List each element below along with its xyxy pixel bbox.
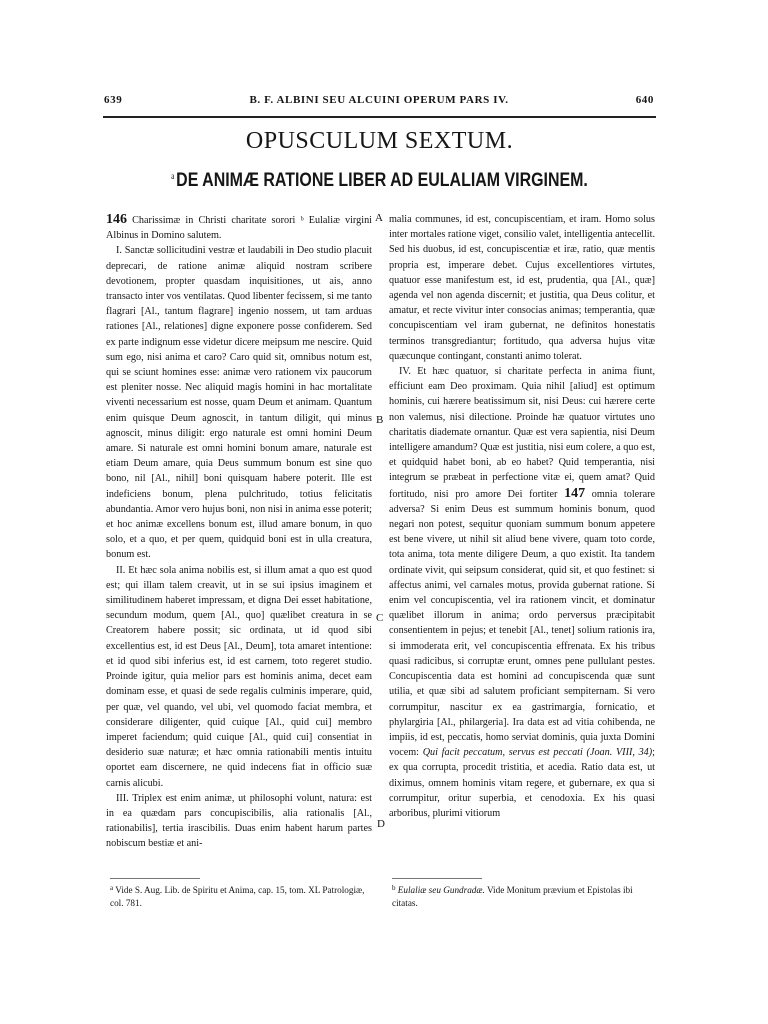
column-marker-b: B [376,414,384,426]
title-note-mark: a [171,171,175,181]
page-number-right: 640 [635,94,654,106]
footnote-rule-left [110,878,200,879]
footnote-a-mark: a [110,884,114,892]
salutation-paragraph [106,212,372,243]
section-2-paragraph: II. Et hæc sola anima nobilis est, si illum amat a quo est quod est; qui illam talem creavit, ut in se sui ipsius imaginem et similitudinem haberet impressam, et digna Dei esset habitatione, secundum modum, quem [Al., quo] quælibet creatura in se Creatorem habere possit; sic ordinata, ut id quod sibi excellentius est, id est Deus [Al., Deum], tota amaret intentione: et id quod sibi inferius est, id est carnem, toto regeret studio. Proinde igitur, quia melior pars est hominis anima, decet eam dominam esse, et quasi de sede regalis culminis imperare, quid, per quæ, vel quando, vel ubi, vel quomodo faciat membra, et considerare diligenter, quid cuique [Al., quid cui] membro imperet faciendum; quid cuique [Al., quid cui] consentiat in desiderio suæ naturæ; et hæc omnia rationabili mentis intuitu oportet eam discernere, ne quid indecens fiat in officio suæ carnis alicubi. [106,564,372,789]
footnote-b-text: Vide Monitum prævium et Epistolas ibi citatas. [392,885,633,908]
section-4-text-b: omnia tolerare adversa? Si enim Deus est summum hominis bonum, quod negari non potest, sequitur quoniam summum bonum appetere est bene vivere, ut nihil sit aliud bene vivere, quam toto corde, tota anima, tota mente diligere Deum, a quo existit. Ita tandem ordinate vivit, qui seipsum considerat, quid sit, et quo festinet: si affectus animi, vel carnales motus, provida gubernat ratione. Si enim vel concupiscentia, vel ira rationem vincit, et dominatur quælibet illorum in anima; ordo perversus præcipitabit consentientem in pejus; et tenebit [Al., tenet] solium rationis ira, si immoderata erit, vel concupiscentia effrenata. Ex his tribus quasi radicibus, si corruptæ erunt, omnes pene pullulant pestes. Concupiscentia data est homini ad concupiscenda quæ sunt utilia, et quæ sibi ad salutem proficiant sempiternam. Si vero corrumpitur, nascitur ex ea gastrimargia, fornicatio, et phylargiria [Al., philargeria]. Ira data est ad vitia cohibenda, ne impiis, id est, peccatis, homo serviat dominis, quia juxta Domini vocem: [389,488,656,759]
column-marker-a: A [375,212,383,224]
section-3-continued: malia communes, id est, concupiscentiam, et iram. Homo solus inter mortales ratione viget, consilio valet, intelligentia antecellit. Sed his duobus, id est, concupiscentiæ et iræ, ratio, quæ mentis propria est, imperare debet. Cujus excellentiores virtutes, quatuor esse manifestum est, id est, prudentia, qua [Al., quæ] agenda vel non agenda discernit; et justitia, qua Deus colitur, et amatur, et recte vivitur inter consocias animas; temperantia, quæ concupiscentiam vel iram gubernat, ne definitos honestatis terminos transgrediantur; fortitudo, qua adversa hujus vitæ quæcunque contingant, constanti animo tolerat. [389,214,655,362]
column-marker-c: C [376,612,384,624]
section-4-paragraph [389,364,655,821]
page-mark-146: 146 [106,212,127,227]
footnote-b [392,882,654,909]
treatise-title-text: DE ANIMÆ RATIONE LIBER AD EULALIAM VIRGINEM. [176,170,588,191]
opusculum-title: OPUSCULUM SEXTUM. [245,128,514,154]
treatise-title [147,170,612,192]
header-rule [103,116,656,118]
scripture-reference: (Joan. VIII, 34) [586,747,653,759]
left-column [106,212,372,852]
footnote-a [110,882,372,909]
footnote-a-text: Vide S. Aug. Lib. de Spiritu et Anima, cap. 15, tom. XL Patrologiæ, col. 781. [110,885,365,908]
running-header [104,94,654,110]
section-4-text-c: ; ex qua corrupta, procedit tristitia, et acedia. Ratio data est, ut diximus, omnem hominis vitam regere, et gubernare, ex qua si corrumpitur, oritur superbia, et cenodoxia. Ex his quasi arboribus, plurimi vitiorum [389,747,656,819]
footnote-b-name: Eulaliæ seu Gundradæ. [397,885,485,895]
footnote-rule-right [392,878,482,879]
scripture-quote: Qui facit peccatum, servus est peccati [422,747,583,759]
section-1-paragraph: I. Sanctæ sollicitudini vestræ et laudabili in Deo studio placuit deprecari, de ratione animæ aliquid nostram scribere devotionem, propter quasdam inquisitiones, ut ais, anno transacto inter vos ventilatas. Quod libenter fecissem, si me tanto flagrari [Al., tantum flagrare] ingenio nossem, ut tam arduas rationes [Al., relationes] digne exponere posse confiderem. Sed ex parte indignum esse videtur dicere meipsum me nescire. Quid sum ego, nisi anima et caro? Caro quid sit, omnibus notum est, qui se sciunt homines esse: animæ vero rationem vix paucorum est pleniter nosse. Nec aliquid magis homini in hac mortalitate viventi necessarium est nosse, quam Deum et animam. Quantum enim quisque Deum agnoscit, in tantum diligit, qui minus agnoscit, minus diligit: ergo naturale est omni homini Deum amare. Si naturale est omni homini bonum amare, naturale est etiam Deum amare, quia Deus summum bonum est sine quo bono, nil [Al., nihil] boni quisquam habere poterit. Ille est indeficiens bonum, plena pulchritudo, totius felicitatis abundantia. Amor vero hujus boni, non nisi in anima esse poterit; et hoc animæ excellens bonum est, illud amare bonum, in quo solo, et a quo, et per quem, quidquid boni est in ulla creatura, bonum est. [106,245,372,561]
running-title: B. F. ALBINI SEU ALCUINI OPERUM PARS IV. [249,94,509,106]
right-column [389,212,655,821]
salutation-text: Charissimæ in Christi charitate sorori ᵇ Eulaliæ virgini Albinus in Domino salutem. [106,215,372,242]
page-mark-147: 147 [564,485,586,501]
section-4-text-a: IV. Et hæc quatuor, si charitate perfecta in anima fiunt, efficiunt eam Deo proximam. Quia nihil [aliud] est optimum hominis, cui hærere beatissimum sit, nisi Deus: cui hærere certe non valemus, nisi dilectione. Proinde hæ quatuor virtutes uno charitatis diademate ornantur. Quæ est vera sapientia, nisi Deum intelligere amandum? Quæ est justitia, nisi eum colere, a quo est, et quidquid habet boni, ab eo habet? Quid temperantia, nisi integrum se præbeat in perfectione vitæ ei, quem amat? Quid fortitudo, nisi pro amore Dei fortiter [389,366,655,500]
footnote-b-mark: b [392,884,396,892]
section-3-paragraph: III. Triplex est enim animæ, ut philosophi volunt, natura: est in ea quædam pars concupiscibilis, alia rationalis [Al., rationabilis], tertia irascibilis. Duas enim habent harum partes nobiscum bestiæ et ani- [106,792,372,850]
page-number-left: 639 [104,94,123,106]
column-marker-d: D [377,818,385,830]
